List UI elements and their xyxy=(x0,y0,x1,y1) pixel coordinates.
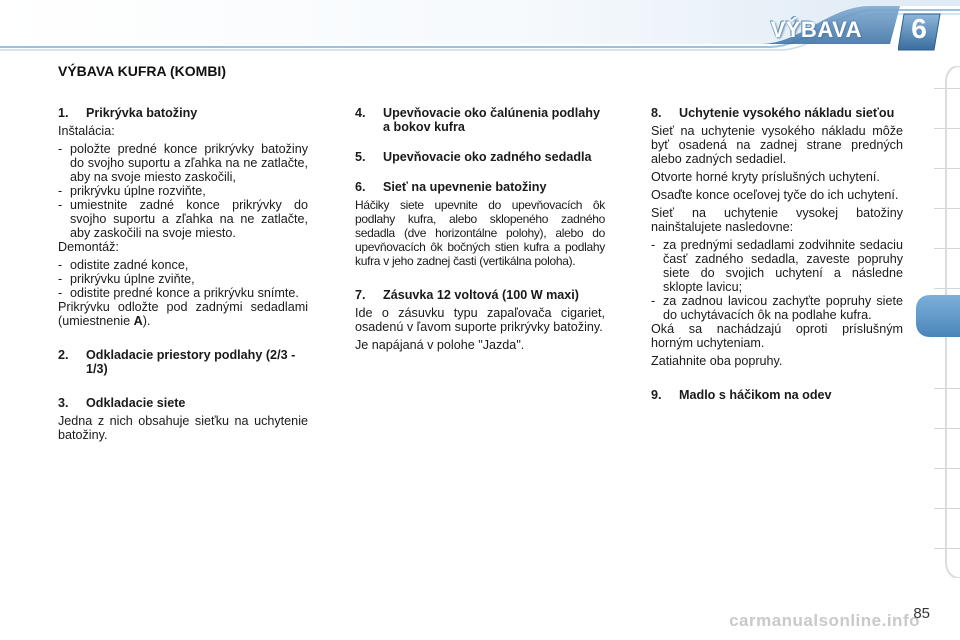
heading-text: Upevňovacie oko čalúnenia podlahy a bokov kufra xyxy=(383,106,600,134)
heading-4 xyxy=(355,106,605,134)
chapter-tab[interactable] xyxy=(934,128,960,129)
chapter-tab[interactable] xyxy=(934,548,960,549)
heading-number: 4. xyxy=(355,106,366,120)
heading-6 xyxy=(355,180,605,194)
heading-number: 1. xyxy=(58,106,69,120)
chapter-tab[interactable] xyxy=(934,288,960,289)
chapter-tab[interactable] xyxy=(934,248,960,249)
chapter-tab[interactable] xyxy=(934,168,960,169)
chapter-tab[interactable] xyxy=(934,388,960,389)
column-2 xyxy=(355,106,605,352)
list-item: - za prednými sedadlami zodvihnite sedaciu časť zadného sedadla, zaveste popruhy siete do svojich uchytení a následne sklopte lavicu; xyxy=(651,238,903,294)
paragraph: Jedna z nich obsahuje sieťku na uchytenie batožiny. xyxy=(58,414,308,442)
install-label: Inštalácia: xyxy=(58,124,115,138)
paragraph: Háčiky siete upevnite do upevňovacích ôk podlahy kufra, alebo sklopeného zadného sedadla (dve horizontálne polohy), alebo do upevňovacích ôk bočných stien kufra a podlahy kufra v jeho zadnej časti (vertikálna poloha). xyxy=(355,198,605,268)
column-3 xyxy=(651,106,903,402)
chapter-tab[interactable] xyxy=(934,508,960,509)
paragraph: Zatiahnite oba popruhy. xyxy=(651,354,783,368)
heading-number: 3. xyxy=(58,396,69,410)
chapter-tab[interactable] xyxy=(934,428,960,429)
heading-number: 6. xyxy=(355,180,366,194)
remove-label: Demontáž: xyxy=(58,240,119,254)
active-chapter-tab[interactable] xyxy=(916,295,960,337)
heading-text: Sieť na upevnenie batožiny xyxy=(383,180,547,194)
paragraph: Sieť na uchytenie vysokej batožiny nainštalujete nasledovne: xyxy=(651,206,903,234)
watermark: carmanualsonline.info xyxy=(729,611,920,630)
chapter-tab[interactable] xyxy=(934,468,960,469)
location-ref: A xyxy=(133,314,143,328)
page-number: 85 xyxy=(913,605,930,622)
paragraph: Je napájaná v polohe "Jazda". xyxy=(355,338,525,352)
chapter-number: 6 xyxy=(911,13,927,44)
list-item: - prikrývku úplne zviňte, xyxy=(58,272,195,286)
heading-9 xyxy=(651,388,903,402)
heading-3 xyxy=(58,396,308,410)
column-1 xyxy=(58,106,308,442)
heading-number: 7. xyxy=(355,288,366,302)
chapter-tab[interactable] xyxy=(934,88,960,89)
heading-7 xyxy=(355,288,605,302)
heading-2 xyxy=(58,348,308,376)
heading-1 xyxy=(58,106,308,120)
paragraph: Oká sa nachádzajú oproti príslušným horným uchyteniam. xyxy=(651,322,903,350)
list-item: - odistite predné konce a prikrývku snímte. xyxy=(58,286,299,300)
heading-text: Madlo s háčikom na odev xyxy=(679,388,832,402)
paragraph: Otvorte horné kryty príslušných uchytení. xyxy=(651,170,880,184)
heading-text: Uchytenie vysokého nákladu sieťou xyxy=(679,106,895,120)
paragraph: Osaďte konce oceľovej tyče do ich uchytení. xyxy=(651,188,899,202)
heading-text: Upevňovacie oko zadného sedadla xyxy=(383,150,592,164)
paragraph: Sieť na uchytenie vysokého nákladu môže byť osadená na zadnej strane predných alebo zadných sedadiel. xyxy=(651,124,903,166)
paragraph: Ide o zásuvku typu zapaľovača cigariet, osadenú v ľavom suporte prikrývky batožiny. xyxy=(355,306,605,334)
heading-number: 5. xyxy=(355,150,366,164)
heading-text: Zásuvka 12 voltová (100 W maxi) xyxy=(383,288,579,302)
heading-5 xyxy=(355,150,605,164)
heading-text: Prikrývka batožiny xyxy=(86,106,198,120)
heading-number: 2. xyxy=(58,348,69,362)
heading-text: Odkladacie priestory podlahy (2/3 - 1/3) xyxy=(86,348,296,376)
heading-8 xyxy=(651,106,903,120)
list-item: - za zadnou lavicou zachyťte popruhy siete do uchytávacích ôk na podlahe kufra. xyxy=(651,294,903,322)
chapter-tab[interactable] xyxy=(934,208,960,209)
list-item: - prikrývku úplne rozviňte, xyxy=(58,184,206,198)
heading-number: 9. xyxy=(651,388,662,402)
storage-paragraph: Prikrývku odložte pod zadnými sedadlami (umiestnenie A). xyxy=(58,300,308,328)
list-item: - umiestnite zadné konce prikrývky do svojho suportu a zľahka na ne zatlačte, aby zaskočili na svoje miesto. xyxy=(58,198,308,240)
list-item: - odistite zadné konce, xyxy=(58,258,189,272)
heading-number: 8. xyxy=(651,106,662,120)
list-item: - položte predné konce prikrývky batožiny do svojho suportu a zľahka na ne zatlačte, aby na svoje miesto zaskočili, xyxy=(58,142,308,184)
page-title: VÝBAVA KUFRA (KOMBI) xyxy=(58,63,226,79)
heading-text: Odkladacie siete xyxy=(86,396,186,410)
section-title: VÝBAVA xyxy=(770,17,862,42)
